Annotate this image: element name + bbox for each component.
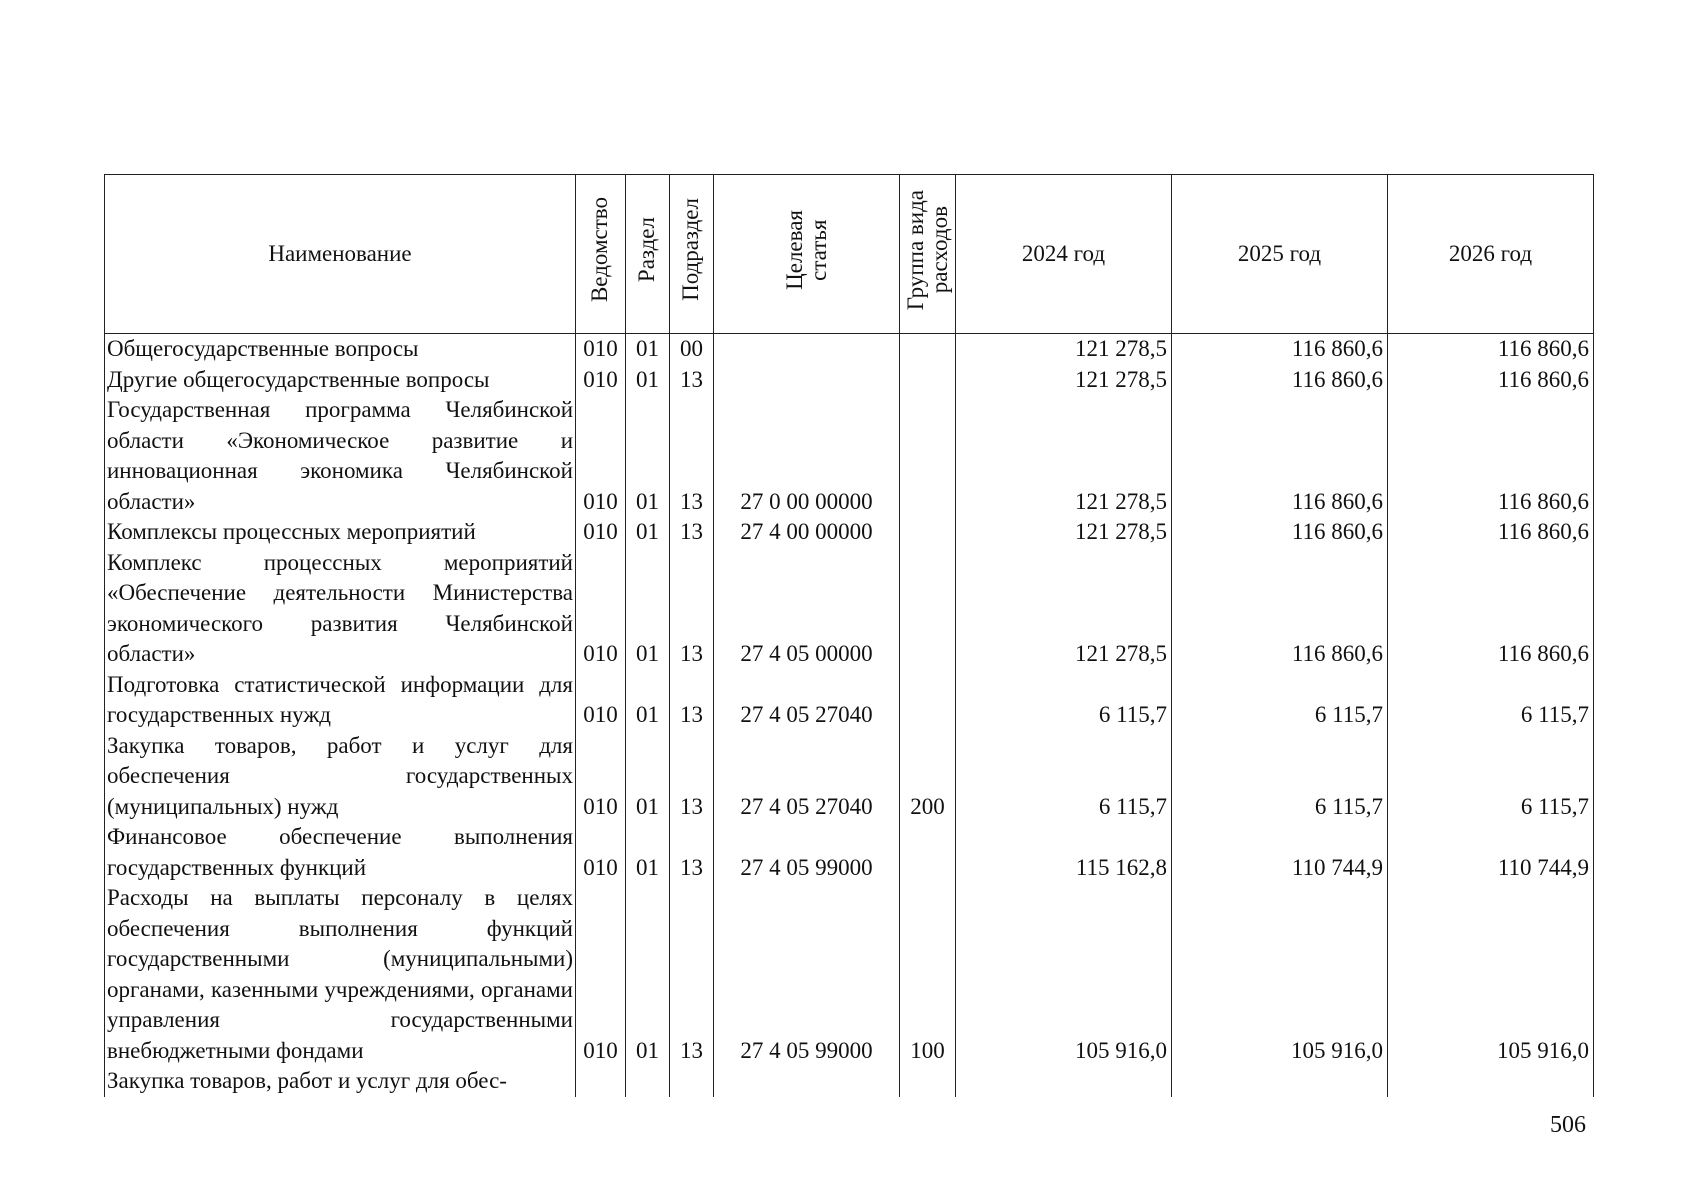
cell-sub: 13: [670, 517, 714, 548]
cell-sub: [670, 1066, 714, 1097]
cell-y2026: 116 860,6: [1388, 395, 1594, 517]
table-row: [105, 1066, 1594, 1097]
cell-sub: 13: [670, 548, 714, 670]
cell-sub: 13: [670, 883, 714, 1066]
table-row: [105, 395, 1594, 517]
cell-target: 27 4 05 27040: [714, 670, 900, 731]
col-header-subsection: Подраздел: [670, 175, 714, 334]
cell-target: 27 4 00 00000: [714, 517, 900, 548]
cell-y2025: 116 860,6: [1172, 517, 1388, 548]
col-header-group: Группа вида расходов: [900, 175, 956, 334]
cell-y2024: 121 278,5: [956, 517, 1172, 548]
budget-table: [104, 174, 1594, 1097]
cell-name: Другие общегосударственные вопросы: [105, 365, 576, 396]
cell-dept: 010: [576, 822, 626, 883]
cell-name: Расходы на выплаты персоналу в целях обеспечения выполнения функций государственными (муниципальными) органами, казенными учреждениями, органами управления государственными внебюджетными фондами: [105, 883, 576, 1066]
cell-y2026: 116 860,6: [1388, 334, 1594, 365]
cell-name: Закупка товаров, работ и услуг для обеспечения государственных (муниципальных) нужд: [105, 731, 576, 823]
col-header-target: Целевая статья: [714, 175, 900, 334]
cell-section: 01: [626, 365, 670, 396]
cell-sub: 00: [670, 334, 714, 365]
cell-group: [900, 548, 956, 670]
col-header-section: Раздел: [626, 175, 670, 334]
cell-target: 27 4 05 00000: [714, 548, 900, 670]
cell-dept: 010: [576, 365, 626, 396]
cell-sub: 13: [670, 670, 714, 731]
cell-sub: 13: [670, 731, 714, 823]
cell-y2025: 116 860,6: [1172, 365, 1388, 396]
cell-group: [900, 670, 956, 731]
cell-section: 01: [626, 517, 670, 548]
cell-y2026: 116 860,6: [1388, 517, 1594, 548]
cell-dept: 010: [576, 548, 626, 670]
cell-dept: 010: [576, 670, 626, 731]
cell-group: 200: [900, 731, 956, 823]
cell-target: [714, 365, 900, 396]
cell-y2026: [1388, 1066, 1594, 1097]
table-row: [105, 365, 1594, 396]
cell-y2024: 105 916,0: [956, 883, 1172, 1066]
cell-section: 01: [626, 883, 670, 1066]
table-row: [105, 822, 1594, 883]
cell-y2026: 116 860,6: [1388, 548, 1594, 670]
cell-name: Комплексы процессных мероприятий: [105, 517, 576, 548]
cell-y2026: 6 115,7: [1388, 670, 1594, 731]
cell-group: [900, 395, 956, 517]
cell-group: [900, 517, 956, 548]
cell-y2025: 116 860,6: [1172, 334, 1388, 365]
cell-target: [714, 1066, 900, 1097]
cell-name: Государственная программа Челябинской области «Экономическое развитие и инновационная экономика Челябинской области»: [105, 395, 576, 517]
cell-sub: 13: [670, 395, 714, 517]
col-header-2025: 2025 год: [1172, 175, 1388, 334]
table-row: [105, 670, 1594, 731]
cell-y2025: 6 115,7: [1172, 731, 1388, 823]
table-row: [105, 548, 1594, 670]
cell-sub: 13: [670, 822, 714, 883]
cell-y2025: [1172, 1066, 1388, 1097]
cell-y2024: 6 115,7: [956, 670, 1172, 731]
cell-y2026: 116 860,6: [1388, 365, 1594, 396]
cell-name: Финансовое обеспечение выполнения государственных функций: [105, 822, 576, 883]
cell-dept: 010: [576, 334, 626, 365]
cell-target: 27 4 05 99000: [714, 822, 900, 883]
page-number: 506: [1550, 1112, 1586, 1138]
cell-group: 100: [900, 883, 956, 1066]
col-header-2026: 2026 год: [1388, 175, 1594, 334]
cell-y2024: 115 162,8: [956, 822, 1172, 883]
cell-y2025: 105 916,0: [1172, 883, 1388, 1066]
col-header-2024: 2024 год: [956, 175, 1172, 334]
cell-dept: 010: [576, 883, 626, 1066]
cell-y2024: 121 278,5: [956, 548, 1172, 670]
cell-group: [900, 1066, 956, 1097]
cell-y2025: 116 860,6: [1172, 548, 1388, 670]
table-row: [105, 883, 1594, 1066]
cell-group: [900, 822, 956, 883]
col-header-dept: Ведомство: [576, 175, 626, 334]
cell-name: Подготовка статистической информации для государственных нужд: [105, 670, 576, 731]
cell-y2025: 110 744,9: [1172, 822, 1388, 883]
cell-y2026: 110 744,9: [1388, 822, 1594, 883]
cell-dept: [576, 1066, 626, 1097]
table-row: [105, 731, 1594, 823]
cell-target: 27 4 05 27040: [714, 731, 900, 823]
cell-y2024: [956, 1066, 1172, 1097]
cell-name: Закупка товаров, работ и услуг для обес-: [105, 1066, 576, 1097]
cell-y2026: 105 916,0: [1388, 883, 1594, 1066]
cell-group: [900, 365, 956, 396]
table-row: [105, 517, 1594, 548]
cell-section: 01: [626, 395, 670, 517]
cell-dept: 010: [576, 731, 626, 823]
cell-y2024: 121 278,5: [956, 365, 1172, 396]
cell-y2025: 6 115,7: [1172, 670, 1388, 731]
cell-section: [626, 1066, 670, 1097]
cell-y2024: 121 278,5: [956, 334, 1172, 365]
cell-target: 27 4 05 99000: [714, 883, 900, 1066]
cell-section: 01: [626, 548, 670, 670]
cell-section: 01: [626, 334, 670, 365]
cell-y2024: 6 115,7: [956, 731, 1172, 823]
cell-name: Комплекс процессных мероприятий «Обеспечение деятельности Министерства экономического развития Челябинской области»: [105, 548, 576, 670]
cell-target: [714, 334, 900, 365]
col-header-name: Наименование: [105, 175, 576, 334]
cell-sub: 13: [670, 365, 714, 396]
table-row: [105, 334, 1594, 365]
cell-dept: 010: [576, 395, 626, 517]
cell-target: 27 0 00 00000: [714, 395, 900, 517]
cell-group: [900, 334, 956, 365]
cell-name: Общегосударственные вопросы: [105, 334, 576, 365]
cell-y2025: 116 860,6: [1172, 395, 1388, 517]
cell-dept: 010: [576, 517, 626, 548]
table-header-row: [105, 175, 1594, 334]
cell-section: 01: [626, 822, 670, 883]
cell-y2026: 6 115,7: [1388, 731, 1594, 823]
cell-section: 01: [626, 731, 670, 823]
cell-y2024: 121 278,5: [956, 395, 1172, 517]
cell-section: 01: [626, 670, 670, 731]
